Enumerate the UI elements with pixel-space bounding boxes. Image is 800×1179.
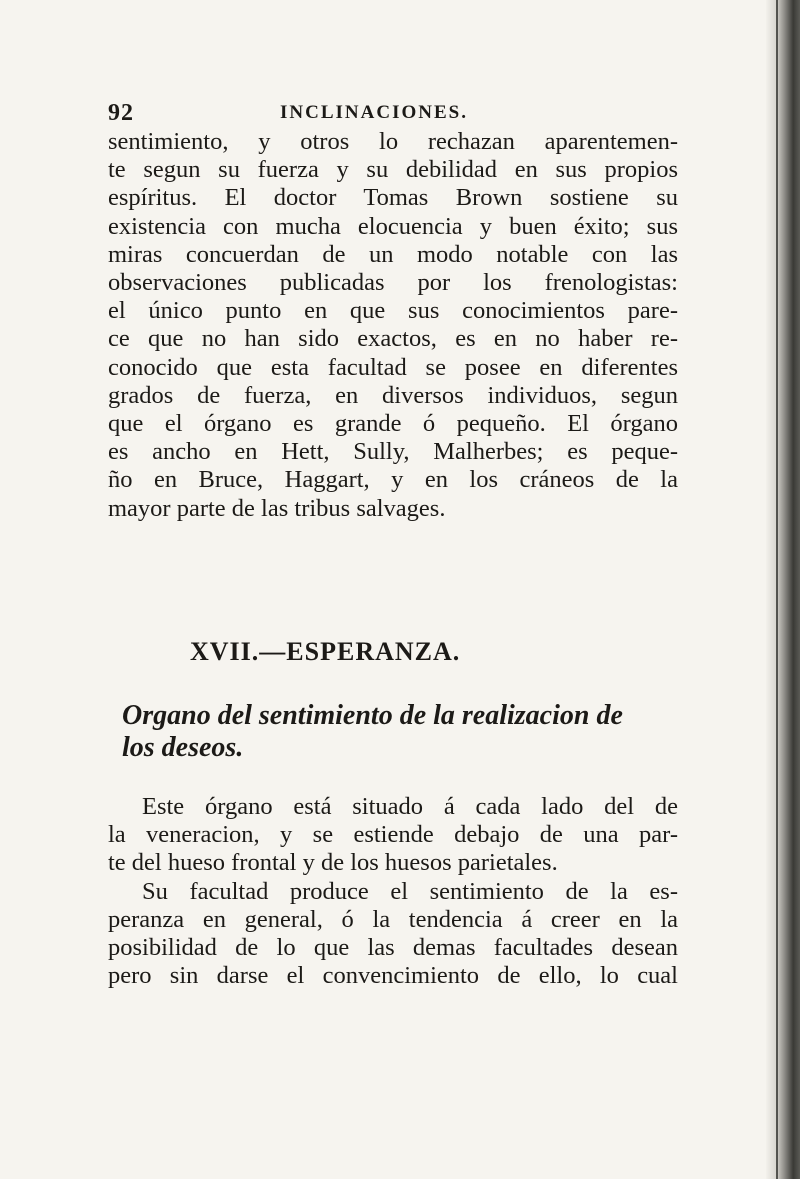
running-head: INCLINACIONES.	[280, 102, 468, 123]
text-line: ce que no han sido exactos, es en no haber re-	[108, 325, 678, 353]
text-line: existencia con mucha elocuencia y buen éxito; sus	[108, 212, 678, 240]
paragraph-1	[108, 128, 678, 523]
section-subtitle	[122, 700, 682, 764]
text-line: Su facultad produce el sentimiento de la es-	[142, 877, 678, 905]
text-line: observaciones publicadas por los frenologistas:	[108, 269, 678, 297]
text-line: pero sin darse el convencimiento de ello, lo cual	[108, 962, 678, 990]
text-line: espíritus. El doctor Tomas Brown sostiene su	[108, 184, 678, 212]
text-line: sentimiento, y otros lo rechazan aparentemen-	[108, 128, 678, 155]
text-line: que el órgano es grande ó pequeño. El órgano	[108, 410, 678, 438]
binding-shadow-line	[776, 0, 778, 1179]
text-line: Este órgano está situado á cada lado del de	[142, 793, 678, 820]
text-line: ño en Bruce, Haggart, y en los cráneos de la	[108, 466, 678, 494]
text-line: conocido que esta facultad se posee en diferentes	[108, 353, 678, 381]
text-line: peranza en general, ó la tendencia á creer en la	[108, 905, 678, 933]
page-number: 92	[108, 100, 134, 126]
section-heading: XVII.—ESPERANZA.	[190, 637, 461, 666]
text-line: grados de fuerza, en diversos individuos, segun	[108, 381, 678, 409]
subtitle-line: los deseos.	[122, 732, 244, 763]
text-line: es ancho en Hett, Sully, Malherbes; es peque-	[108, 438, 678, 466]
text-line: miras concuerdan de un modo notable con las	[108, 240, 678, 268]
paragraph-2	[108, 793, 678, 990]
subtitle-line: Organo del sentimiento de la realizacion de	[122, 700, 623, 731]
text-line: te segun su fuerza y su debilidad en sus propios	[108, 156, 678, 184]
text-line: posibilidad de lo que las demas facultades desean	[108, 934, 678, 962]
binding-edge	[766, 0, 800, 1179]
text-line: te del hueso frontal y de los huesos parietales.	[108, 849, 558, 877]
text-line: el único punto en que sus conocimientos pare-	[108, 297, 678, 325]
text-line: mayor parte de las tribus salvages.	[108, 494, 446, 522]
text-line: la veneracion, y se estiende debajo de una par-	[108, 821, 678, 849]
